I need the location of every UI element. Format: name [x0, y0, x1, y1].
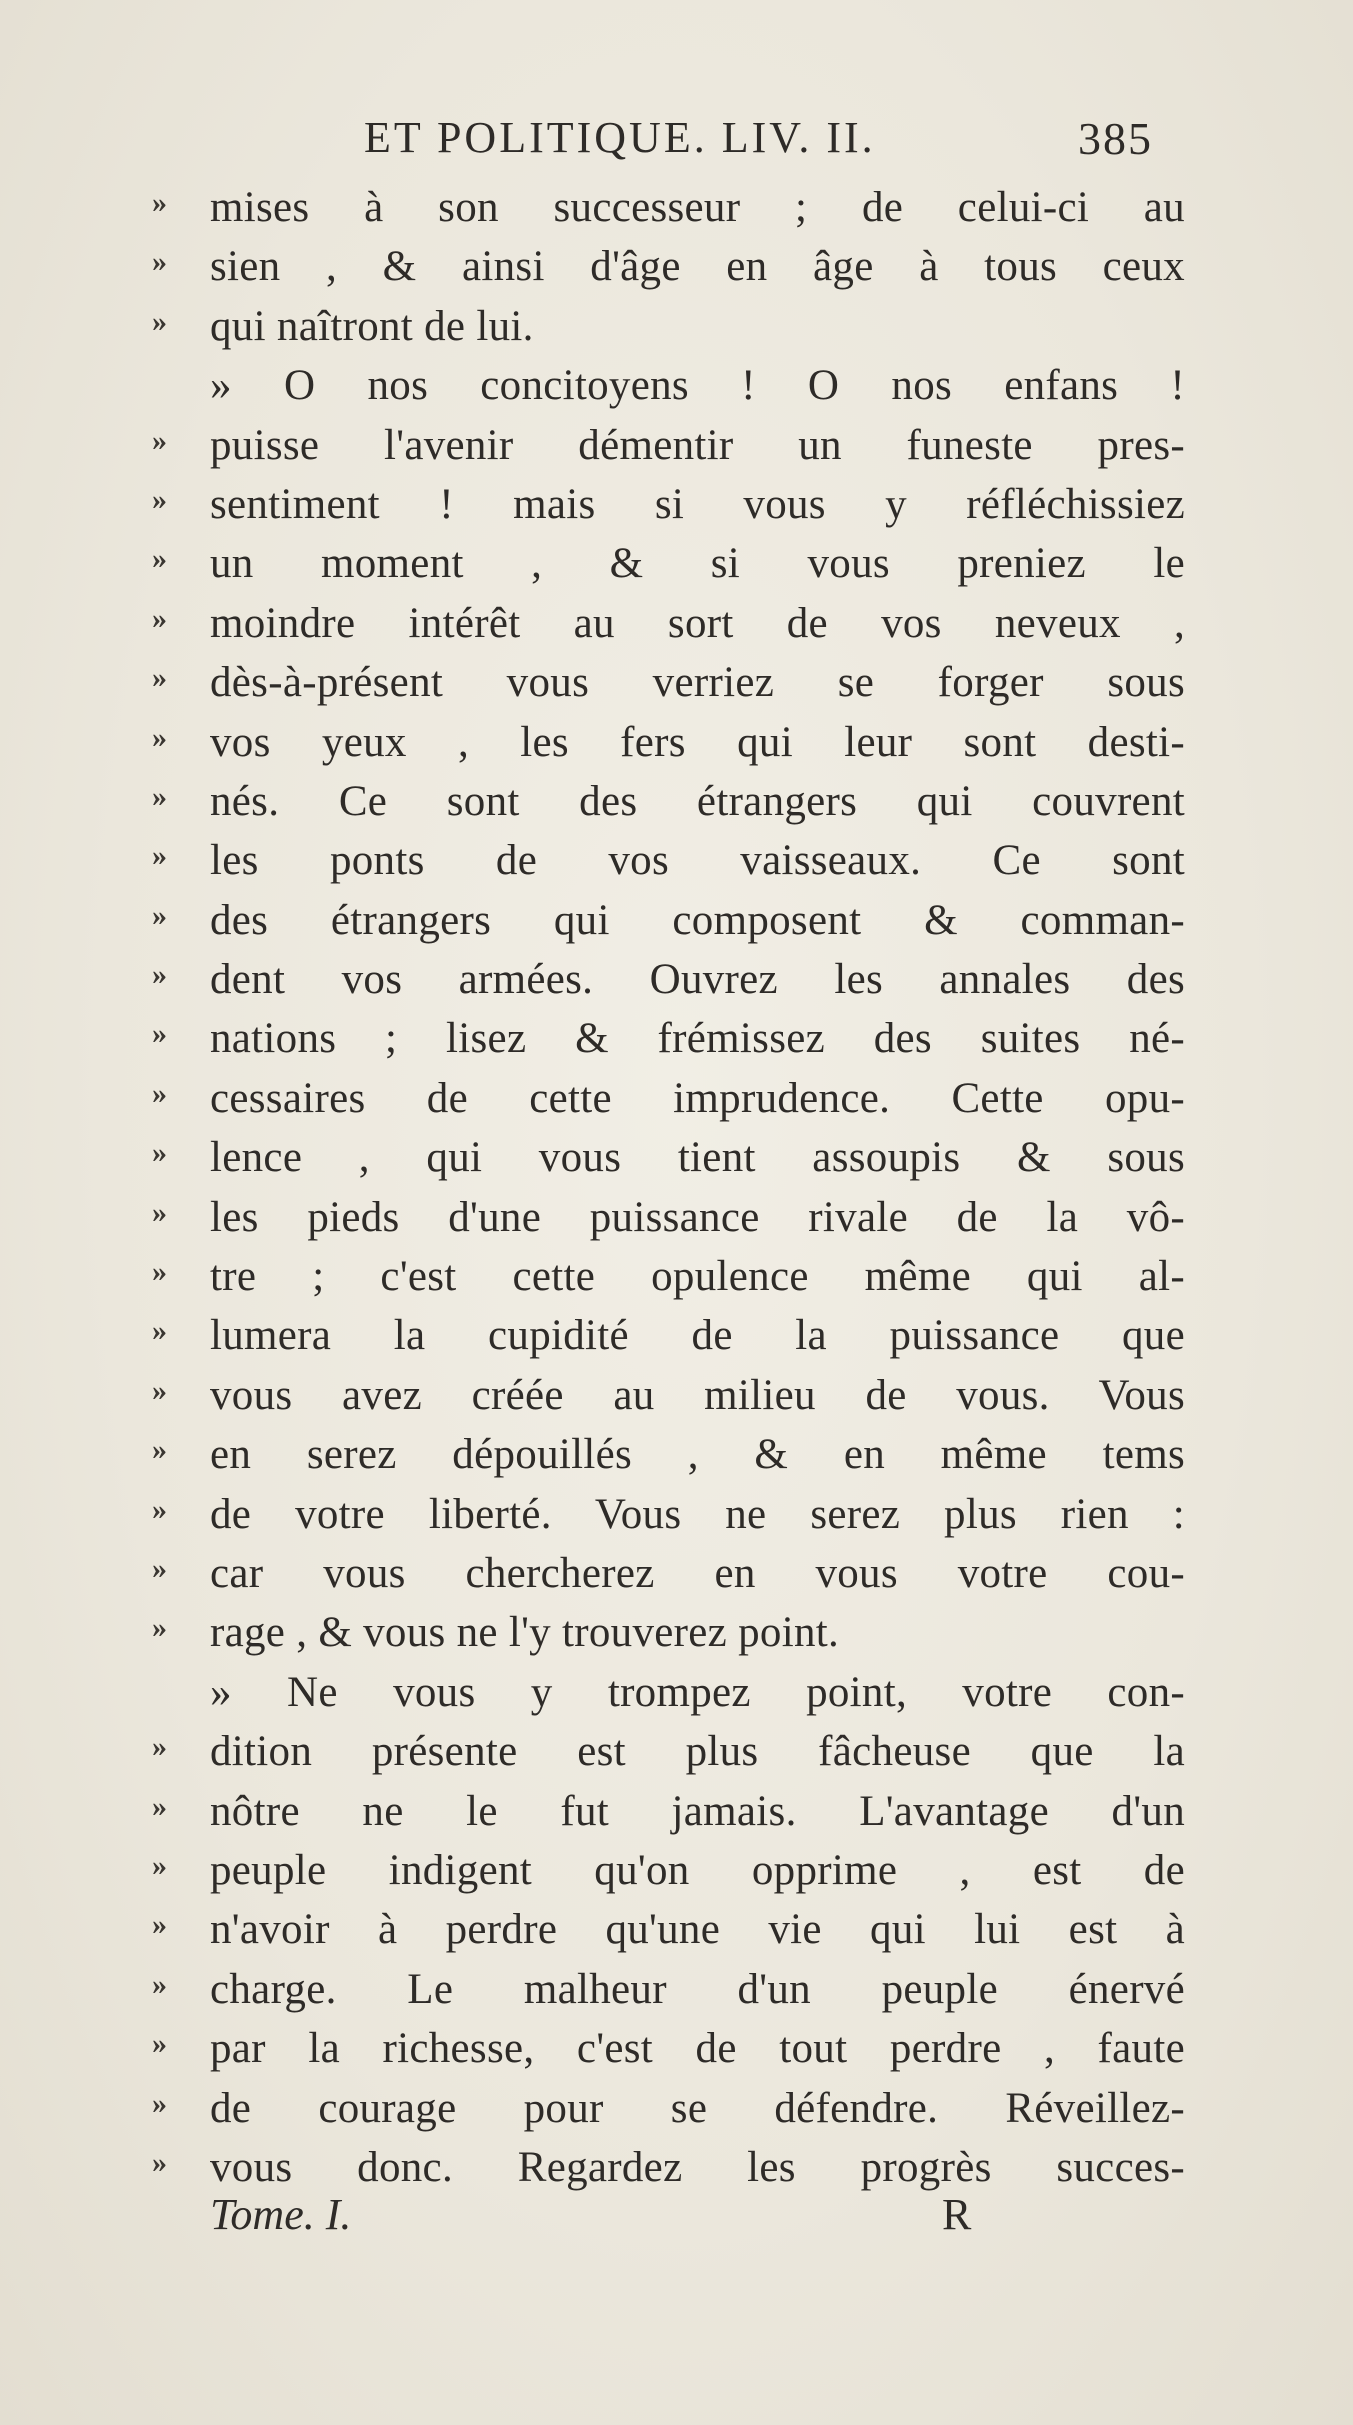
quote-mark: »: [152, 1255, 167, 1289]
text-line: [0, 1544, 1353, 1603]
text-line: [0, 1128, 1353, 1187]
page-footer: [0, 2189, 1353, 2249]
line-text: n'avoir à perdre qu'une vie qui lui est à: [210, 1906, 1185, 1954]
text-line: [0, 237, 1353, 296]
text-line: [0, 1722, 1353, 1781]
line-text: peuple indigent qu'on opprime , est de: [210, 1846, 1185, 1894]
quote-mark: »: [152, 1076, 167, 1110]
text-line: [0, 1247, 1353, 1306]
quote-mark: »: [152, 958, 167, 992]
line-text: en serez dépouillés , & en même tems: [210, 1431, 1185, 1479]
line-text: dition présente est plus fâcheuse que la: [210, 1728, 1185, 1776]
line-text: nations ; lisez & frémissez des suites né-: [210, 1015, 1185, 1063]
text-line: [0, 831, 1353, 890]
line-text: vous avez créée au milieu de vous. Vous: [210, 1371, 1185, 1419]
quote-mark: »: [152, 839, 167, 873]
text-line: [0, 1366, 1353, 1425]
line-text: sien , & ainsi d'âge en âge à tous ceux: [210, 243, 1185, 291]
text-line: [0, 950, 1353, 1009]
quote-mark: »: [152, 1967, 167, 2001]
text-line: [0, 416, 1353, 475]
text-line: [0, 1485, 1353, 1544]
text-line: [0, 1603, 1353, 1662]
quote-mark: »: [152, 2027, 167, 2061]
quote-mark: »: [152, 779, 167, 813]
line-text: lumera la cupidité de la puissance que: [210, 1312, 1185, 1360]
line-text: un moment , & si vous preniez le: [210, 540, 1185, 588]
quote-mark: »: [152, 720, 167, 754]
quote-mark: »: [152, 898, 167, 932]
quote-mark: »: [152, 601, 167, 635]
quote-mark: »: [152, 186, 167, 219]
line-text: puisse l'avenir démentir un funeste pres-: [210, 421, 1185, 469]
quote-mark: »: [152, 1730, 167, 1764]
quote-mark: »: [152, 2145, 167, 2179]
text-line: [0, 1663, 1353, 1722]
text-line: [0, 2079, 1353, 2138]
quote-mark: »: [152, 1551, 167, 1585]
page-header: [0, 112, 1353, 172]
text-line: [0, 1188, 1353, 1247]
quote-mark: »: [152, 1373, 167, 1407]
line-text: dent vos armées. Ouvrez les annales des: [210, 956, 1185, 1004]
line-text: vos yeux , les fers qui leur sont desti-: [210, 718, 1185, 766]
line-text: sentiment ! mais si vous y réfléchissiez: [210, 480, 1185, 528]
page-number: 385: [1078, 113, 1153, 164]
signature-mark: R: [942, 2190, 972, 2239]
text-line: [0, 653, 1353, 712]
text-line: [0, 891, 1353, 950]
line-text: cessaires de cette imprudence. Cette opu-: [210, 1074, 1185, 1122]
volume-signature: Tome. I.: [210, 2190, 352, 2239]
text-line: [0, 1425, 1353, 1484]
line-text: les pieds d'une puissance rivale de la vô-: [210, 1193, 1185, 1241]
body-text: [0, 178, 1353, 2197]
quote-mark: »: [152, 482, 167, 516]
line-text: car vous chercherez en vous votre cou-: [210, 1549, 1185, 1597]
text-line: [0, 475, 1353, 534]
text-line: [0, 1306, 1353, 1365]
quote-mark: »: [152, 1611, 167, 1645]
line-text: charge. Le malheur d'un peuple énervé: [210, 1965, 1185, 2013]
quote-mark: »: [152, 1433, 167, 1467]
text-line: [0, 297, 1353, 356]
quote-mark: »: [152, 1908, 167, 1942]
text-line: [0, 356, 1353, 415]
quote-mark: »: [152, 304, 167, 338]
line-text: dès-à-présent vous verriez se forger sous: [210, 659, 1185, 707]
quote-mark: »: [152, 1136, 167, 1170]
text-line: [0, 1069, 1353, 1128]
text-line: [0, 713, 1353, 772]
quote-mark: »: [152, 1848, 167, 1882]
text-line: [0, 1960, 1353, 2019]
line-text: les ponts de vos vaisseaux. Ce sont: [210, 837, 1185, 885]
quote-mark: »: [152, 1017, 167, 1051]
line-text: des étrangers qui composent & comman-: [210, 896, 1185, 944]
text-line: [0, 772, 1353, 831]
line-text: moindre intérêt au sort de vos neveux ,: [210, 599, 1185, 647]
quote-mark: »: [152, 1314, 167, 1348]
text-line: [0, 1009, 1353, 1068]
quote-mark: »: [152, 2086, 167, 2120]
line-text: » O nos concitoyens ! O nos enfans !: [210, 362, 1185, 410]
line-text: par la richesse, c'est de tout perdre , faute: [210, 2025, 1185, 2073]
quote-mark: »: [152, 661, 167, 695]
line-text: de courage pour se défendre. Réveillez-: [210, 2084, 1185, 2132]
line-text: » Ne vous y trompez point, votre con-: [210, 1668, 1185, 1716]
text-line: [0, 2019, 1353, 2078]
line-text: nés. Ce sont des étrangers qui couvrent: [210, 777, 1185, 825]
line-text: mises à son successeur ; de celui-ci au: [210, 184, 1185, 231]
text-line: [0, 1782, 1353, 1841]
running-title: ET POLITIQUE. LIV. II.: [364, 113, 876, 162]
quote-mark: »: [152, 1789, 167, 1823]
text-line: [0, 178, 1353, 237]
line-text: tre ; c'est cette opulence même qui al-: [210, 1253, 1185, 1301]
line-text: lence , qui vous tient assoupis & sous: [210, 1134, 1185, 1182]
quote-mark: »: [152, 542, 167, 576]
line-text: rage , & vous ne l'y trouverez point.: [210, 1609, 840, 1657]
line-text: nôtre ne le fut jamais. L'avantage d'un: [210, 1787, 1185, 1835]
text-line: [0, 1900, 1353, 1959]
quote-mark: »: [152, 1492, 167, 1526]
line-text: qui naîtront de lui.: [210, 302, 534, 350]
quote-mark: »: [152, 245, 167, 279]
quote-mark: »: [152, 423, 167, 457]
text-line: [0, 594, 1353, 653]
line-text: vous donc. Regardez les progrès succes-: [210, 2143, 1185, 2191]
text-line: [0, 534, 1353, 593]
quote-mark: »: [152, 1195, 167, 1229]
text-line: [0, 1841, 1353, 1900]
line-text: de votre liberté. Vous ne serez plus rien :: [210, 1490, 1185, 1538]
